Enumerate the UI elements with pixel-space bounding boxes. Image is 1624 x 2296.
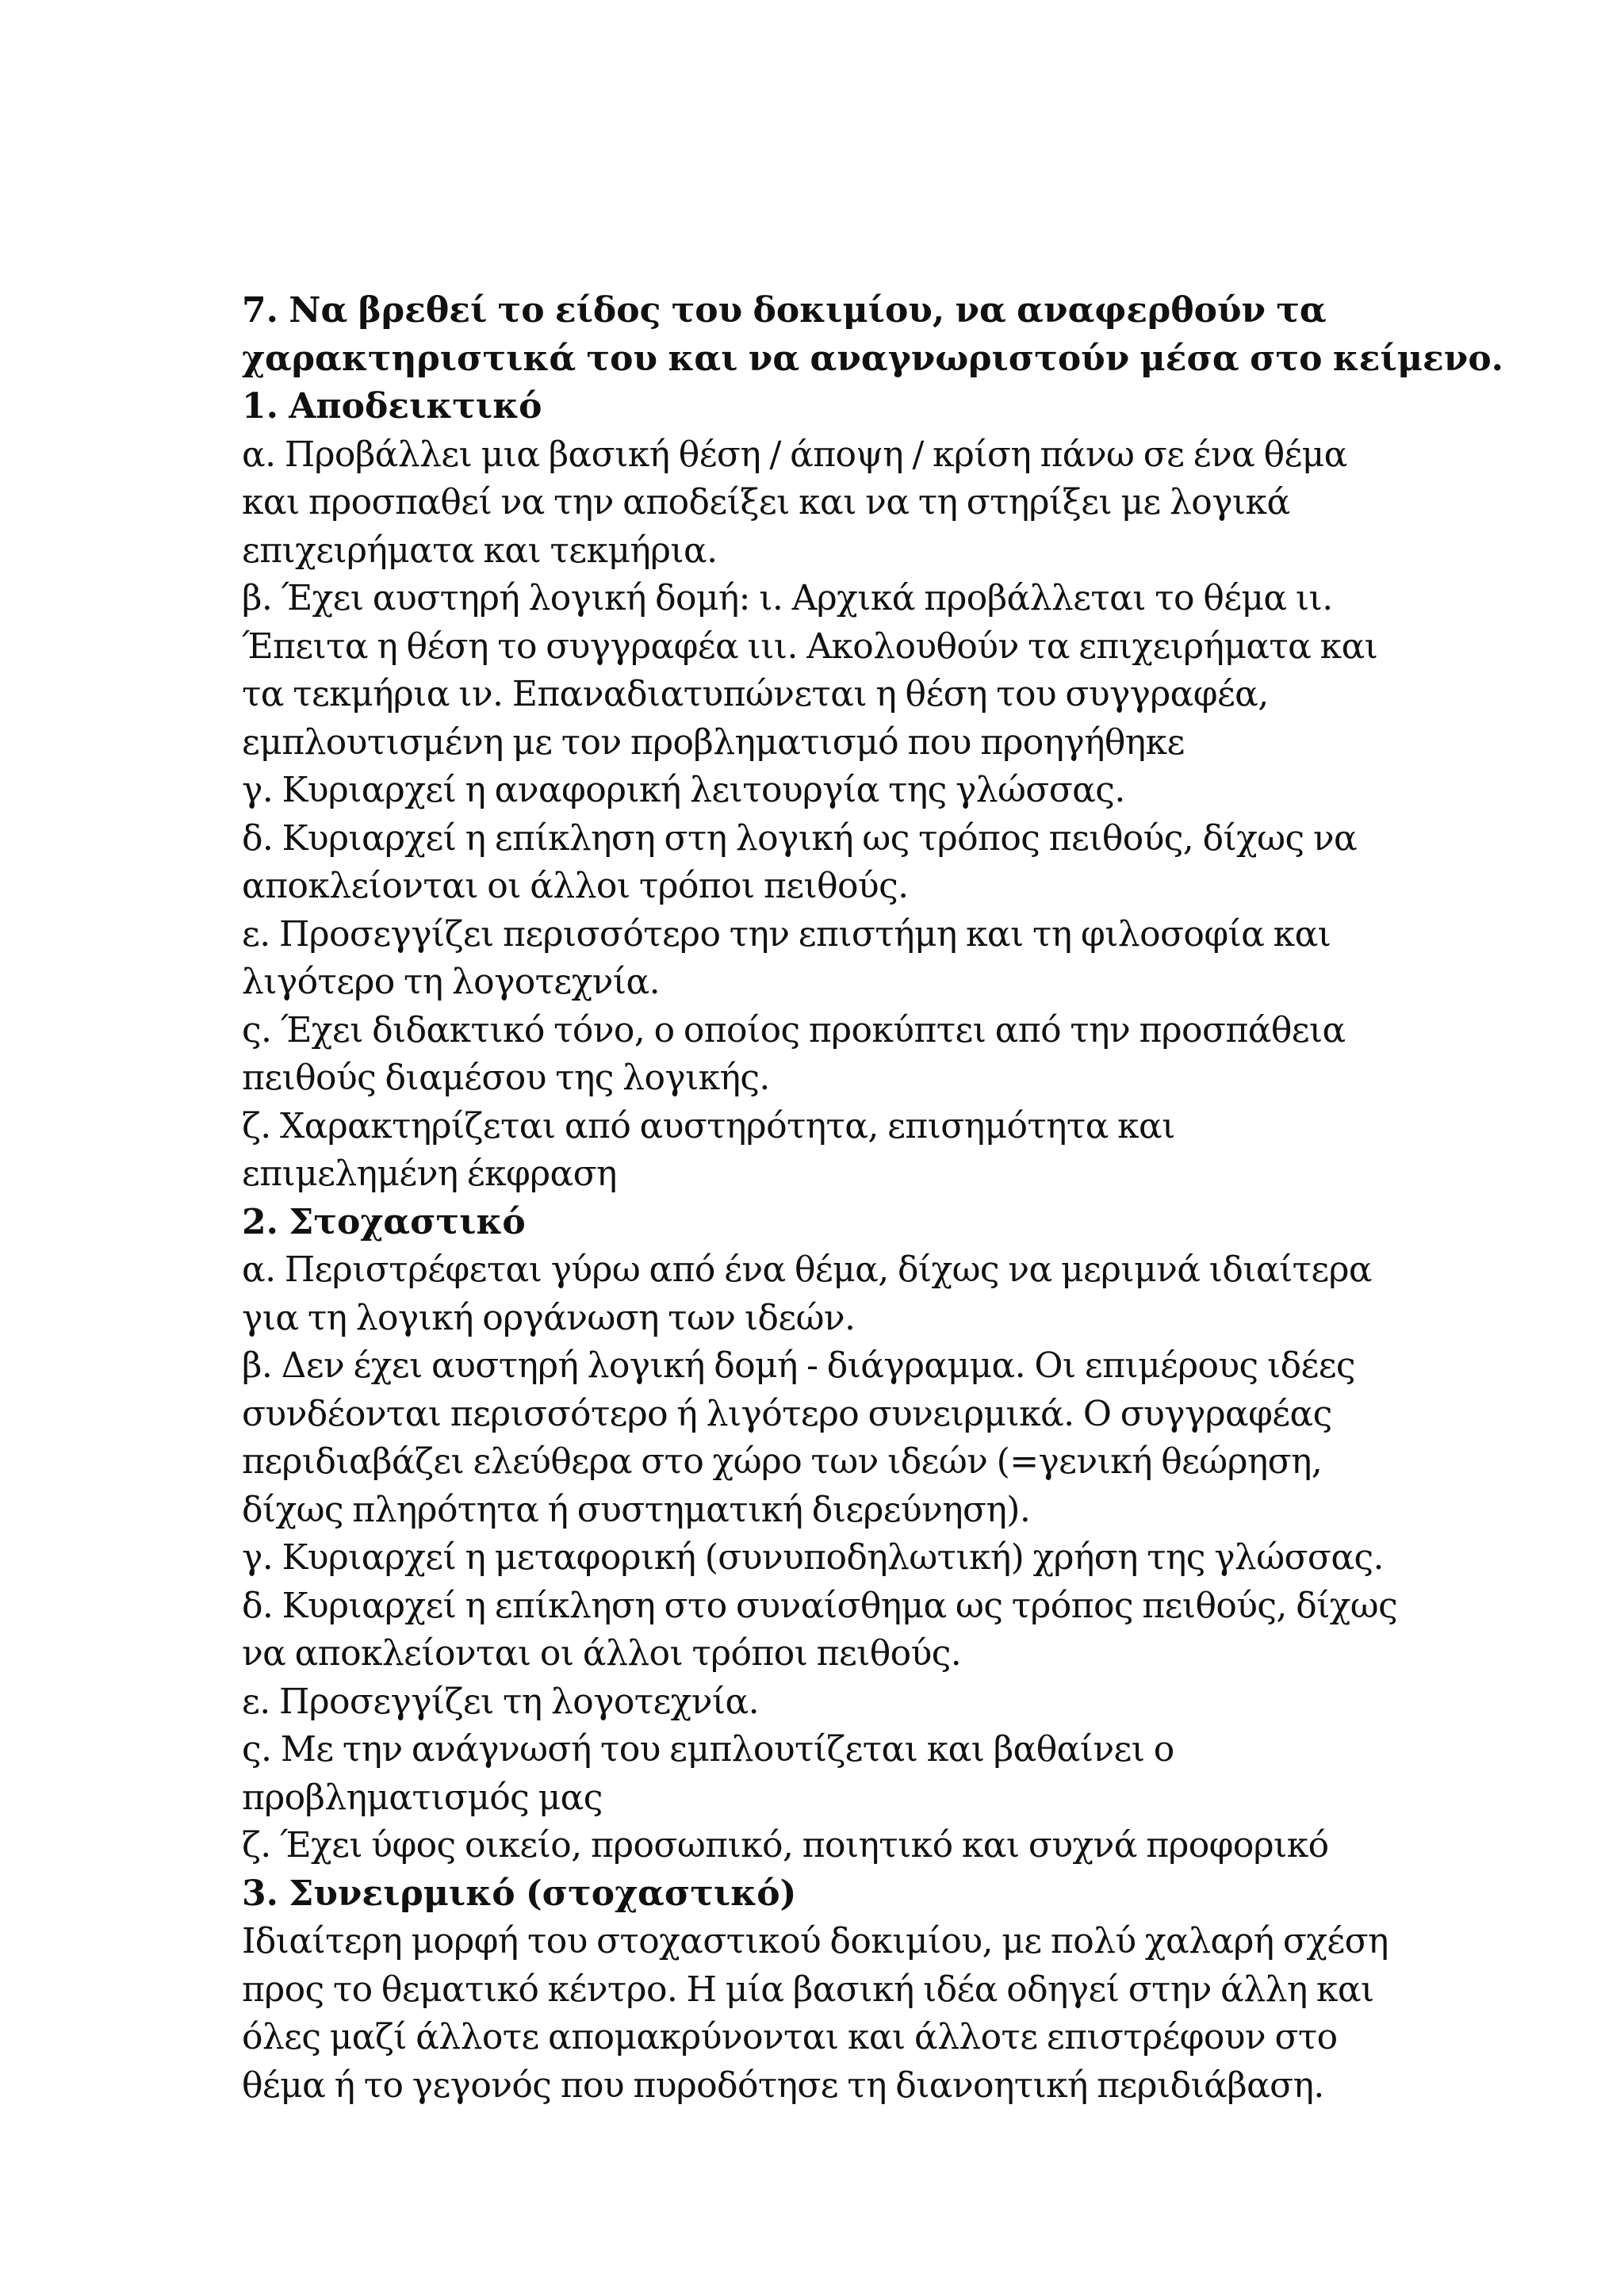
text-line: αποκλείονται οι άλλοι τρόποι πειθούς.: [242, 866, 909, 906]
section-heading: 3. Συνειρμικό (στοχαστικό): [242, 1873, 797, 1914]
text-line: γ. Κυριαρχεί η μεταφορική (συνυποδηλωτική) χρήση της γλώσσας.: [242, 1537, 1384, 1578]
text-line: περιδιαβάζει ελεύθερα στο χώρο των ιδεών (=γενική θεώρηση,: [242, 1441, 1323, 1482]
text-line: εμπλουτισμένη με τον προβληματισμό που προηγήθηκε: [242, 721, 1185, 763]
text-line: να αποκλείονται οι άλλοι τρόποι πειθούς.: [242, 1633, 962, 1674]
text-line: θέμα ή το γεγονός που πυροδότησε τη διανοητική περιδιάβαση.: [242, 2064, 1324, 2106]
text-line: ε. Προσεγγίζει τη λογοτεχνία.: [242, 1681, 760, 1722]
text-line: α. Προβάλλει μια βασική θέση / άποψη / κρίση πάνω σε ένα θέμα: [242, 434, 1347, 475]
text-line: δ. Κυριαρχεί η επίκληση στη λογική ως τρόπος πειθούς, δίχως να: [242, 817, 1358, 859]
text-line: συνδέονται περισσότερο ή λιγότερο συνειρμικά. Ο συγγραφέας: [242, 1393, 1332, 1434]
text-line: δίχως πληρότητα ή συστηματική διερεύνηση).: [242, 1489, 1031, 1530]
section-heading: 2. Στοχαστικό: [242, 1201, 526, 1242]
text-line: όλες μαζί άλλοτε απομακρύνονται και άλλοτε επιστρέφουν στο: [242, 2017, 1338, 2057]
text-line: ζ. Χαρακτηρίζεται από αυστηρότητα, επισημότητα και: [242, 1105, 1175, 1146]
question-line: χαρακτηριστικά του και να αναγνωριστούν μέσα στο κείμενο.: [242, 338, 1503, 379]
section-heading: 1. Αποδεικτικό: [242, 386, 542, 427]
text-line: β. Δεν έχει αυστηρή λογική δομή - διάγραμμα. Οι επιμέρους ιδέες: [242, 1345, 1355, 1386]
text-line: λιγότερο τη λογοτεχνία.: [242, 962, 660, 1002]
text-line: επιχειρήματα και τεκμήρια.: [242, 530, 718, 571]
text-line: προς το θεματικό κέντρο. Η μία βασική ιδέα οδηγεί στην άλλη και: [242, 1969, 1374, 2010]
text-line: ε. Προσεγγίζει περισσότερο την επιστήμη και τη φιλοσοφία και: [242, 913, 1331, 955]
text-line: επιμελημένη έκφραση: [242, 1154, 617, 1194]
question-line: 7. Να βρεθεί το είδος του δοκιμίου, να αναφερθούν τα: [242, 290, 1327, 331]
text-line: προβληματισμός μας: [242, 1777, 603, 1818]
text-line: για τη λογική οργάνωση των ιδεών.: [242, 1297, 856, 1338]
text-line: β. Έχει αυστηρή λογική δομή: ι. Αρχικά προβάλλεται το θέμα ιι.: [242, 578, 1333, 618]
text-line: Έπειτα η θέση το συγγραφέα ιιι. Ακολουθούν τα επιχειρήματα και: [242, 626, 1378, 667]
text-line: α. Περιστρέφεται γύρω από ένα θέμα, δίχως να μεριμνά ιδιαίτερα: [242, 1249, 1372, 1290]
text-line: ς. Έχει διδακτικό τόνο, ο οποίος προκύπτει από την προσπάθεια: [242, 1009, 1346, 1050]
text-line: γ. Κυριαρχεί η αναφορική λειτουργία της γλώσσας.: [242, 770, 1125, 810]
text-line: δ. Κυριαρχεί η επίκληση στο συναίσθημα ως τρόπος πειθούς, δίχως: [242, 1585, 1398, 1626]
text-line: και προσπαθεί να την αποδείξει και να τη στηρίξει με λογικά: [242, 482, 1290, 522]
text-line: Ιδιαίτερη μορφή του στοχαστικού δοκιμίου, με πολύ χαλαρή σχέση: [242, 1921, 1388, 1961]
text-line: ζ. Έχει ύφος οικείο, προσωπικό, ποιητικό και συχνά προφορικό: [242, 1825, 1329, 1866]
text-line: τα τεκμήρια ιν. Επαναδιατυπώνεται η θέση του συγγραφέα,: [242, 674, 1269, 714]
text-line: ς. Με την ανάγνωσή του εμπλουτίζεται και βαθαίνει ο: [242, 1729, 1174, 1770]
text-line: πειθούς διαμέσου της λογικής.: [242, 1058, 770, 1098]
document-body: [242, 287, 1503, 2110]
